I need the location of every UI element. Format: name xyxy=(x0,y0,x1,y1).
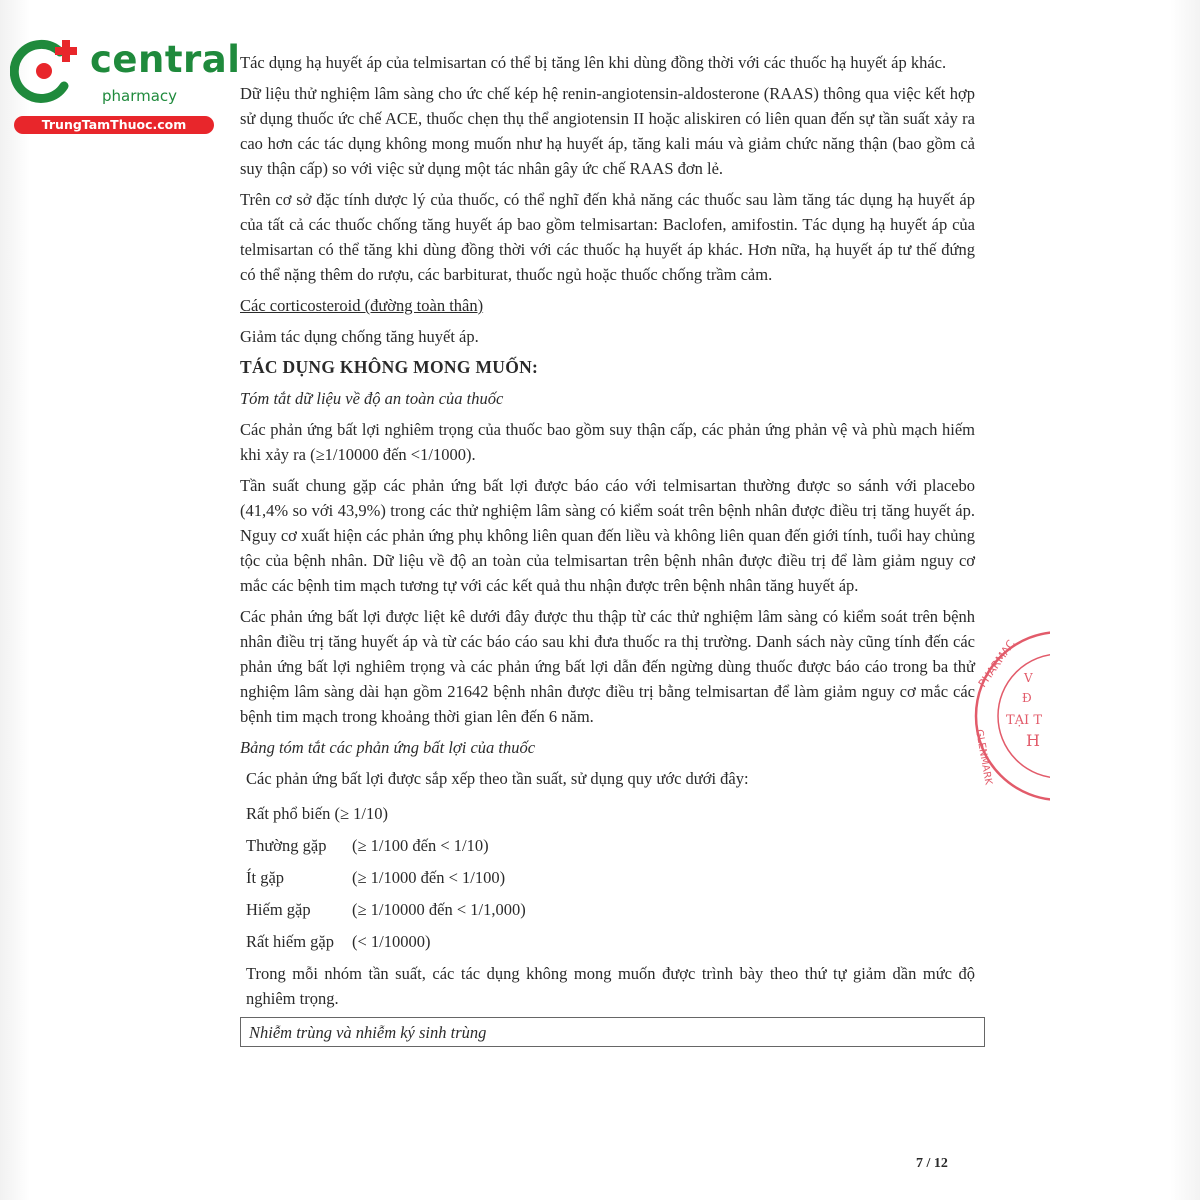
paragraph: Dữ liệu thử nghiệm lâm sàng cho ức chế kép hệ renin-angiotensin-aldosterone (RAAS) thông qua việc kết hợp sử dụng thuốc ức chế ACE, thuốc chẹn thụ thể angiotensin II hoặc aliskiren có liên quan đến sự tần suất xảy ra cao hơn các tác dụng không mong muốn như hạ huyết áp, tăng kali máu và giảm chức năng thận (bao gồm cả suy thận cấp) so với việc sử dụng một tác nhân gây ức chế RAAS đơn lẻ. xyxy=(240,84,975,178)
paragraph: Tác dụng hạ huyết áp của telmisartan có thể bị tăng lên khi dùng đồng thời với các thuốc hạ huyết áp khác. xyxy=(240,53,947,72)
table-first-row: Nhiễm trùng và nhiễm ký sinh trùng xyxy=(240,1017,985,1047)
logo-url-badge[interactable]: TrungTamThuoc.com xyxy=(14,116,214,134)
section-heading: TÁC DỤNG KHÔNG MONG MUỐN: xyxy=(240,357,539,377)
central-c-cross-icon xyxy=(10,38,82,104)
svg-text:PHARMAC: PHARMAC xyxy=(975,637,1018,690)
paragraph: Các phản ứng bất lợi nghiêm trọng của thuốc bao gồm suy thận cấp, các phản ứng phản vệ và phù mạch hiếm khi xảy ra (≥1/10000 đến <1/1000). xyxy=(240,420,975,464)
svg-text:GLENMARK: GLENMARK xyxy=(973,728,994,786)
pharmacy-seal-stamp xyxy=(960,626,1050,806)
frequency-range: (< 1/10000) xyxy=(352,931,431,951)
frequency-row xyxy=(246,861,975,893)
frequency-range: (≥ 1/100 đến < 1/10) xyxy=(352,835,489,855)
central-pharmacy-logo xyxy=(10,36,241,136)
frequency-row xyxy=(246,829,975,861)
paragraph: Các phản ứng bất lợi được sắp xếp theo tần suất, sử dụng quy ước dưới đây: xyxy=(246,769,749,788)
frequency-label: Thường gặp xyxy=(246,835,327,855)
frequency-label: Hiếm gặp xyxy=(246,899,311,919)
frequency-label: Rất hiếm gặp xyxy=(246,931,334,951)
frequency-range: (≥ 1/10000 đến < 1/1,000) xyxy=(352,899,526,919)
frequency-label: Ít gặp xyxy=(246,867,285,887)
frequency-range: (≥ 1/1000 đến < 1/100) xyxy=(352,867,506,887)
frequency-row xyxy=(246,925,975,957)
paragraph: Giảm tác dụng chống tăng huyết áp. xyxy=(240,327,479,346)
subheading-corticosteroid: Các corticosteroid (đường toàn thân) xyxy=(240,296,484,315)
page-number: 7 / 12 xyxy=(916,1156,948,1171)
paragraph: Trên cơ sở đặc tính dược lý của thuốc, có thể nghĩ đến khả năng các thuốc sau làm tăng tác dụng hạ huyết áp của tất cả các thuốc chống tăng huyết áp bao gồm telmisartan: Baclofen, amifostin. Tác dụng hạ huyết áp của telmisartan có thể tăng khi dùng đồng thời với các thuốc hạ huyết áp khác. Hơn nữa, hạ huyết áp tư thế đứng có thể nặng thêm do rượu, các barbiturat, thuốc ngủ hoặc thuốc chống trầm cảm. xyxy=(240,190,975,284)
svg-text:H: H xyxy=(1026,731,1040,750)
svg-text:TẠI T: TẠI T xyxy=(1006,713,1042,728)
svg-text:Đ: Đ xyxy=(1022,691,1032,705)
svg-text:V: V xyxy=(1024,671,1033,685)
document-body xyxy=(240,50,975,1047)
paragraph: Các phản ứng bất lợi được liệt kê dưới đây được thu thập từ các thử nghiệm lâm sàng có kiểm soát trên bệnh nhân điều trị tăng huyết áp và từ các báo cáo sau khi đưa thuốc ra thị trường. Danh sách này cũng tính đến các phản ứng bất lợi nghiêm trọng và các phản ứng bất lợi dẫn đến ngừng dùng thuốc được báo cáo trong ba thử nghiệm lâm sàng dài hạn gồm 21642 bệnh nhân được điều trị bằng telmisartan để làm giảm nguy cơ mắc các bệnh tim mạch trong khoảng thời gian lên đến 6 năm. xyxy=(240,607,975,726)
logo-tagline: pharmacy xyxy=(102,87,178,105)
paragraph: Trong mỗi nhóm tần suất, các tác dụng không mong muốn được trình bày theo thứ tự giảm dần mức độ nghiêm trọng. xyxy=(246,964,975,1008)
frequency-row xyxy=(246,893,975,925)
logo-brand: central xyxy=(90,38,241,81)
frequency-very-common: Rất phổ biến (≥ 1/10) xyxy=(246,803,388,823)
subheading-table: Bảng tóm tắt các phản ứng bất lợi của thuốc xyxy=(240,738,536,757)
paragraph: Tần suất chung gặp các phản ứng bất lợi được báo cáo với telmisartan thường được so sánh với placebo (41,4% so với 43,9%) trong các thử nghiệm lâm sàng có kiểm soát trên bệnh nhân được điều trị tăng huyết áp. Nguy cơ xuất hiện các phản ứng phụ không liên quan đến liều và không liên quan đến giới tính, tuổi hay chủng tộc của bệnh nhân. Dữ liệu về độ an toàn của telmisartan trên bệnh nhân được điều trị để làm giảm nguy cơ mắc các bệnh tim mạch tương tự với các kết quả thu nhận được trên bệnh nhân tăng huyết áp. xyxy=(240,476,975,595)
subheading-safety: Tóm tắt dữ liệu về độ an toàn của thuốc xyxy=(240,389,504,408)
